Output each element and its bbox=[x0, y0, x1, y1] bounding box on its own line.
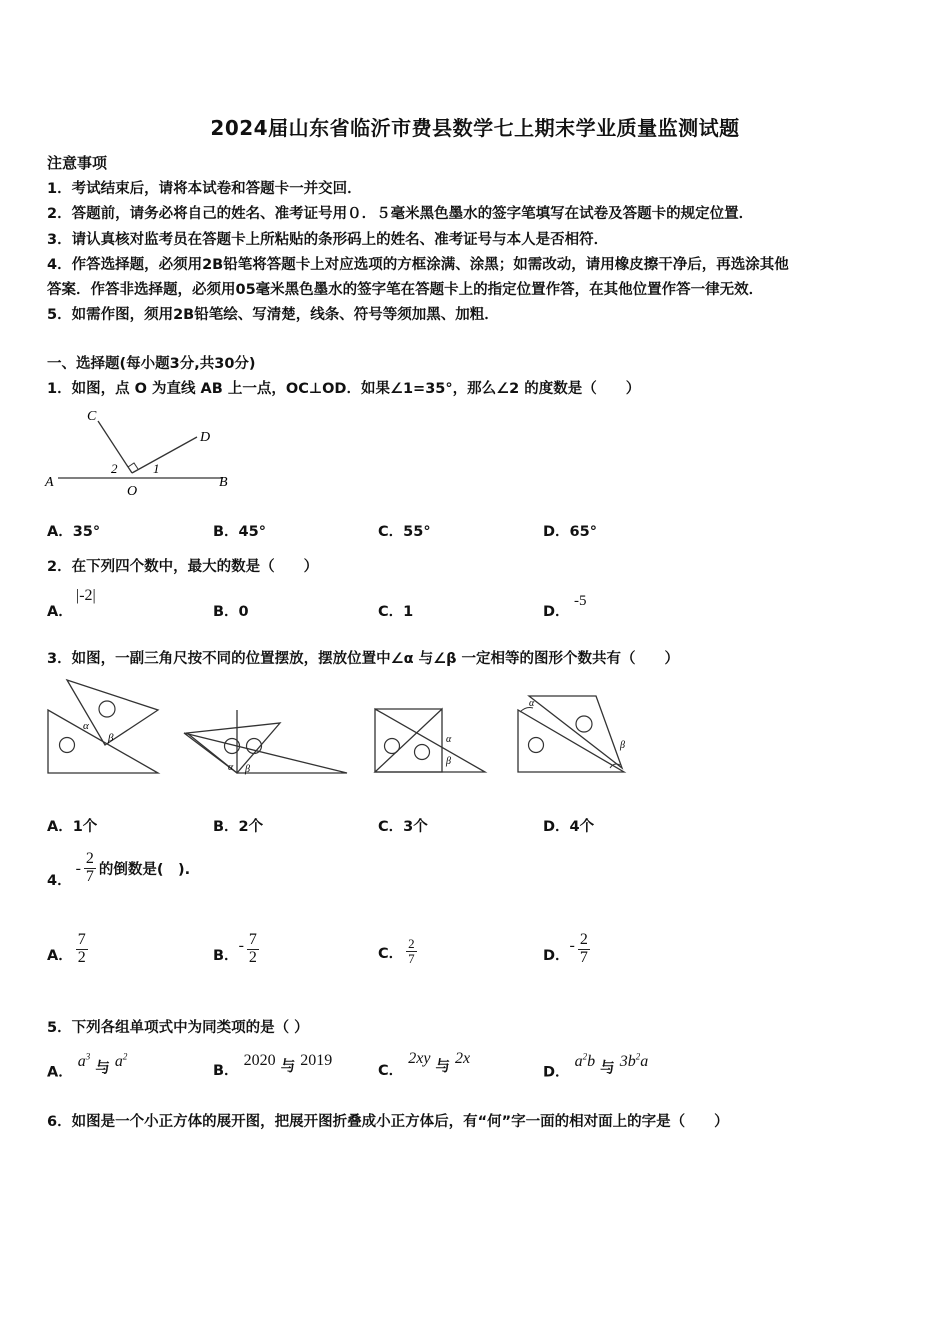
question-6: 6．如图是一个小正方体的展开图，把展开图折叠成小正方体后，有“何”字一面的相对面上的字是（ ） bbox=[47, 1114, 729, 1130]
q3-figure-1 bbox=[45, 678, 165, 778]
coefficient: 3b bbox=[619, 1053, 636, 1071]
beta-label: β bbox=[446, 756, 451, 767]
question-1: 1．如图，点 O 为直线 AB 上一点，OC⊥OD．如果∠1=35°，那么∠2 的度数是（ ） bbox=[47, 381, 641, 397]
q4-neg: - bbox=[75, 859, 81, 877]
q2-a-value: |-2| bbox=[76, 587, 96, 604]
base: a bbox=[77, 1053, 86, 1071]
note-item: 5．如需作图，须用2B铅笔绘、写清楚，线条、符号等须加黑、加粗． bbox=[47, 307, 499, 323]
q4-option-c bbox=[378, 937, 417, 965]
alpha-label: α bbox=[446, 734, 452, 745]
q1-angle-figure bbox=[45, 405, 240, 500]
q2-a-label: A． bbox=[47, 604, 73, 620]
q4-d-den: 7 bbox=[579, 948, 588, 966]
q5-a-right bbox=[115, 1053, 128, 1070]
q3-option-c: C．3个 bbox=[378, 819, 428, 835]
q5-a-left bbox=[78, 1053, 91, 1070]
q1-option-a: A．35° bbox=[47, 524, 101, 540]
exponent: 2 bbox=[582, 1052, 588, 1062]
q4-d-num: 2 bbox=[579, 931, 588, 948]
q5-option-a bbox=[47, 1052, 127, 1081]
q5-d-label: D． bbox=[543, 1064, 570, 1081]
q4-d-fraction bbox=[578, 932, 590, 967]
page-title: 2024届山东省临沂市费县数学七上期末学业质量监测试题 bbox=[210, 116, 740, 140]
q4-b-label: B． bbox=[213, 947, 239, 964]
q5-b-right: 2019 bbox=[300, 1052, 333, 1069]
label-D: D bbox=[200, 430, 211, 445]
note-item: 2．答题前，请务必将自己的姓名、准考证号用０．５毫米黑色墨水的签字笔填写在试卷及答题卡的规定位置． bbox=[47, 206, 754, 222]
q5-a-label: A． bbox=[47, 1064, 73, 1081]
q3-figure-3 bbox=[372, 706, 492, 776]
q5-d-left bbox=[575, 1053, 596, 1070]
q5-b-label: B． bbox=[213, 1063, 239, 1079]
q4-c-den: 7 bbox=[408, 950, 415, 966]
q5-option-b bbox=[213, 1052, 332, 1080]
q4-suffix: 的倒数是( ). bbox=[98, 862, 191, 878]
q3-option-b: B．2个 bbox=[213, 819, 264, 835]
beta-label: β bbox=[620, 740, 625, 751]
q2-option-b: B．0 bbox=[213, 604, 249, 620]
q1-option-d: D．65° bbox=[543, 524, 597, 540]
beta-label: β bbox=[245, 764, 250, 775]
q4-den: 7 bbox=[85, 868, 94, 885]
q4-a-den: 2 bbox=[77, 948, 86, 966]
q4-b-neg: - bbox=[238, 936, 244, 954]
q5-c-and: 与 bbox=[435, 1059, 450, 1075]
label-O: O bbox=[127, 484, 138, 499]
q4-option-a bbox=[47, 932, 88, 967]
alpha-label: α bbox=[228, 762, 234, 773]
note-item: 3．请认真核对监考员在答题卡上所粘贴的条形码上的姓名、准考证号与本人是否相符． bbox=[47, 232, 609, 248]
q4-c-label: C． bbox=[378, 946, 404, 963]
alpha-label: α bbox=[83, 720, 89, 732]
label-A: A bbox=[45, 475, 54, 490]
note-item: 答案．作答非选择题，必须用05毫米黑色墨水的签字笔在答题卡上的指定位置作答，在其他位置作答一律无效． bbox=[47, 282, 764, 298]
q5-a-and: 与 bbox=[95, 1060, 110, 1077]
q4-a-label: A． bbox=[47, 947, 73, 964]
base: a bbox=[114, 1053, 123, 1071]
alpha-label: α bbox=[529, 698, 535, 709]
note-item: 1．考试结束后，请将本试卷和答题卡一并交回． bbox=[47, 181, 362, 197]
question-3: 3．如图，一副三角尺按不同的位置摆放，摆放位置中∠α 与∠β 一定相等的图形个数共有（ ） bbox=[47, 651, 680, 667]
q4-b-fraction bbox=[247, 932, 259, 967]
term-a: a bbox=[640, 1053, 649, 1071]
q5-c-right: 2x bbox=[455, 1050, 471, 1067]
q5-option-d bbox=[543, 1052, 648, 1081]
q2-option-d bbox=[543, 600, 570, 621]
q4-option-b bbox=[213, 932, 259, 967]
q4-c-num: 2 bbox=[408, 936, 415, 951]
q3-option-a: A．1个 bbox=[47, 819, 98, 835]
q4-fraction bbox=[84, 851, 96, 886]
q5-c-left: 2xy bbox=[408, 1050, 431, 1067]
q3-figure-2 bbox=[182, 708, 352, 778]
exponent: 3 bbox=[85, 1052, 91, 1062]
q4-num: 2 bbox=[85, 850, 94, 868]
label-1: 1 bbox=[153, 461, 160, 476]
q4-a-fraction bbox=[76, 932, 88, 967]
notes-heading: 注意事项 bbox=[47, 154, 108, 172]
label-C: C bbox=[87, 409, 97, 424]
q2-option-c: C．1 bbox=[378, 604, 414, 620]
q1-option-b: B．45° bbox=[213, 524, 266, 540]
q5-d-right bbox=[620, 1053, 649, 1070]
q4-a-num: 7 bbox=[77, 931, 86, 948]
question-4 bbox=[47, 847, 190, 890]
question-5: 5．下列各组单项式中为同类项的是（ ） bbox=[47, 1020, 309, 1036]
q4-d-neg: - bbox=[569, 936, 575, 954]
label-2: 2 bbox=[111, 461, 118, 476]
beta-label: β bbox=[108, 732, 114, 744]
term-a: a bbox=[574, 1053, 583, 1071]
q5-option-c bbox=[378, 1050, 470, 1080]
note-item: 4．作答选择题，必须用2B铅笔将答题卡上对应选项的方框涂满、涂黑；如需改动，请用橡皮擦干净后，再选涂其他 bbox=[47, 257, 789, 273]
q5-b-and: 与 bbox=[280, 1059, 296, 1075]
exponent: 2 bbox=[122, 1052, 128, 1062]
q3-option-d: D．4个 bbox=[543, 819, 595, 835]
q5-b-left: 2020 bbox=[243, 1052, 276, 1069]
q2-d-label: D． bbox=[543, 604, 570, 620]
q2-d-value: -5 bbox=[574, 593, 587, 609]
q5-c-label: C． bbox=[378, 1063, 404, 1079]
term-b: b bbox=[587, 1053, 596, 1071]
q4-b-num: 7 bbox=[248, 931, 257, 948]
q4-option-d bbox=[543, 932, 590, 967]
q4-b-den: 2 bbox=[248, 948, 257, 966]
q4-c-fraction bbox=[406, 937, 417, 965]
q4-label: 4． bbox=[47, 873, 72, 889]
q2-option-a bbox=[47, 600, 73, 621]
question-2: 2．在下列四个数中，最大的数是（ ） bbox=[47, 559, 319, 575]
q3-figure-4 bbox=[514, 694, 634, 776]
q5-d-and: 与 bbox=[600, 1060, 615, 1077]
q4-d-label: D． bbox=[543, 947, 570, 964]
section-heading: 一、选择题(每小题3分,共30分) bbox=[47, 356, 256, 372]
exponent: 2 bbox=[635, 1052, 641, 1062]
label-B: B bbox=[219, 475, 228, 490]
q1-option-c: C．55° bbox=[378, 524, 431, 540]
